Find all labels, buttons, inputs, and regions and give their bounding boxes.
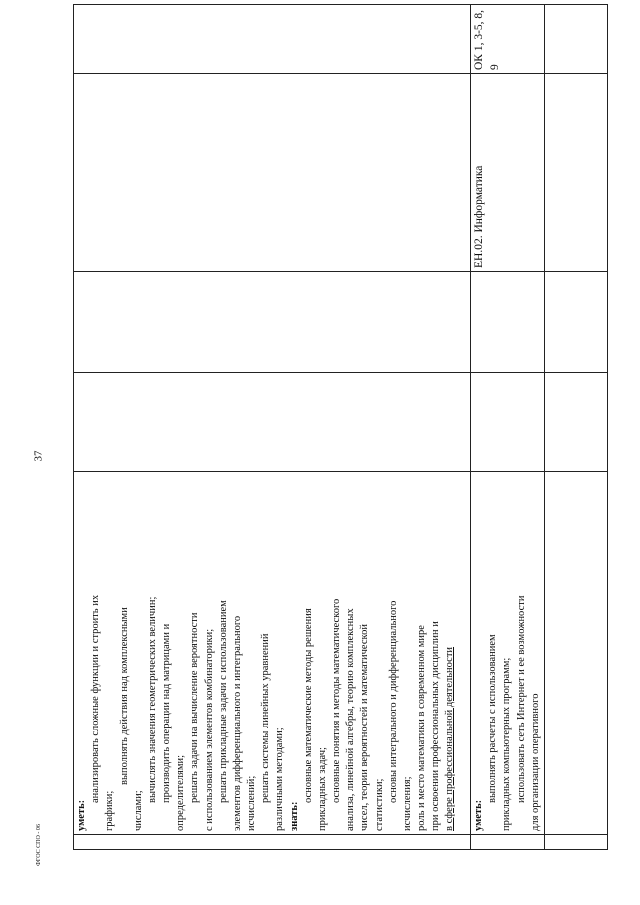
- text-line: исчисления;: [401, 776, 413, 831]
- text-line: выполнять действия над комплексными: [118, 607, 130, 785]
- text-line: элементов дифференциального и интегрального: [231, 615, 243, 831]
- requirements-cell: [471, 472, 545, 835]
- discipline-cell: ЕН.02. Информатика: [471, 74, 545, 272]
- empty-cell: [544, 74, 607, 272]
- text-line: основы интегрального и дифференциального: [387, 600, 399, 803]
- table-cell: [471, 373, 545, 472]
- empty-cell: [544, 472, 607, 835]
- empty-cell: [74, 835, 471, 850]
- table-row: [74, 5, 471, 850]
- text-line: числами;: [132, 790, 144, 831]
- table-cell: [74, 74, 471, 272]
- text-line: в сфере профессиональной деятельности: [444, 646, 456, 831]
- empty-cell: [544, 835, 607, 850]
- rotated-table-container: [73, 5, 595, 850]
- text-line: вычислять значения геометрических величин;: [146, 596, 158, 803]
- text-line: выполнять расчеты с использованием: [487, 634, 499, 803]
- empty-cell: [544, 373, 607, 472]
- text-line: анализа, линейной алгебры, теорию комплексных: [345, 608, 357, 831]
- text-line: решать системы линейных уравнений: [260, 633, 272, 803]
- text-line: чисел, теории вероятностей и математической: [359, 624, 371, 831]
- text-line: прикладных компьютерных программ;: [501, 657, 513, 831]
- text-line: роль и место математики в современном мире: [416, 625, 428, 831]
- text-line: основные понятия и методы математического: [331, 598, 343, 803]
- page-number: 37: [32, 450, 44, 462]
- text-line: решать задачи на вычисление вероятности: [189, 612, 201, 803]
- empty-cell: [544, 5, 607, 74]
- text-line: решать прикладные задачи с использованием: [217, 600, 229, 803]
- text-line: использовать сеть Интернет и ее возможности: [515, 595, 527, 803]
- text-line: знать:: [288, 801, 300, 831]
- requirements-cell: [74, 472, 471, 835]
- text-line: исчислений;: [246, 775, 258, 831]
- table-cell: [471, 272, 545, 373]
- text-line: анализировать сложные функции и строить их: [90, 594, 102, 803]
- text-line: статистики;: [373, 778, 385, 831]
- table-cell: [74, 272, 471, 373]
- competency-code-cell: ОК 1, 3-5, 8, 9: [471, 5, 545, 74]
- text-line: с использованием элементов комбинаторики;: [203, 628, 215, 831]
- competency-table: [73, 4, 608, 850]
- table-row: [471, 5, 545, 850]
- text-line: прикладных задач;: [316, 747, 328, 831]
- text-line: различными методами;: [274, 727, 286, 831]
- text-line: уметь:: [473, 799, 484, 831]
- text-line: определителями;: [175, 754, 187, 831]
- text-line: основные математические методы решения: [302, 608, 314, 803]
- table-cell: [74, 373, 471, 472]
- text-line: уметь:: [76, 799, 87, 831]
- text-line: графики;: [104, 790, 116, 831]
- table-cell: [74, 5, 471, 74]
- table-row: [544, 5, 607, 850]
- empty-cell: [544, 272, 607, 373]
- footer-code: ФГОС СПО - 06: [36, 824, 43, 866]
- text-line: производить операции над матрицами и: [161, 623, 173, 803]
- text-line: для организации оперативного: [529, 693, 541, 831]
- empty-cell: [471, 835, 545, 850]
- text-line: при освоении профессиональных дисциплин и: [430, 621, 442, 831]
